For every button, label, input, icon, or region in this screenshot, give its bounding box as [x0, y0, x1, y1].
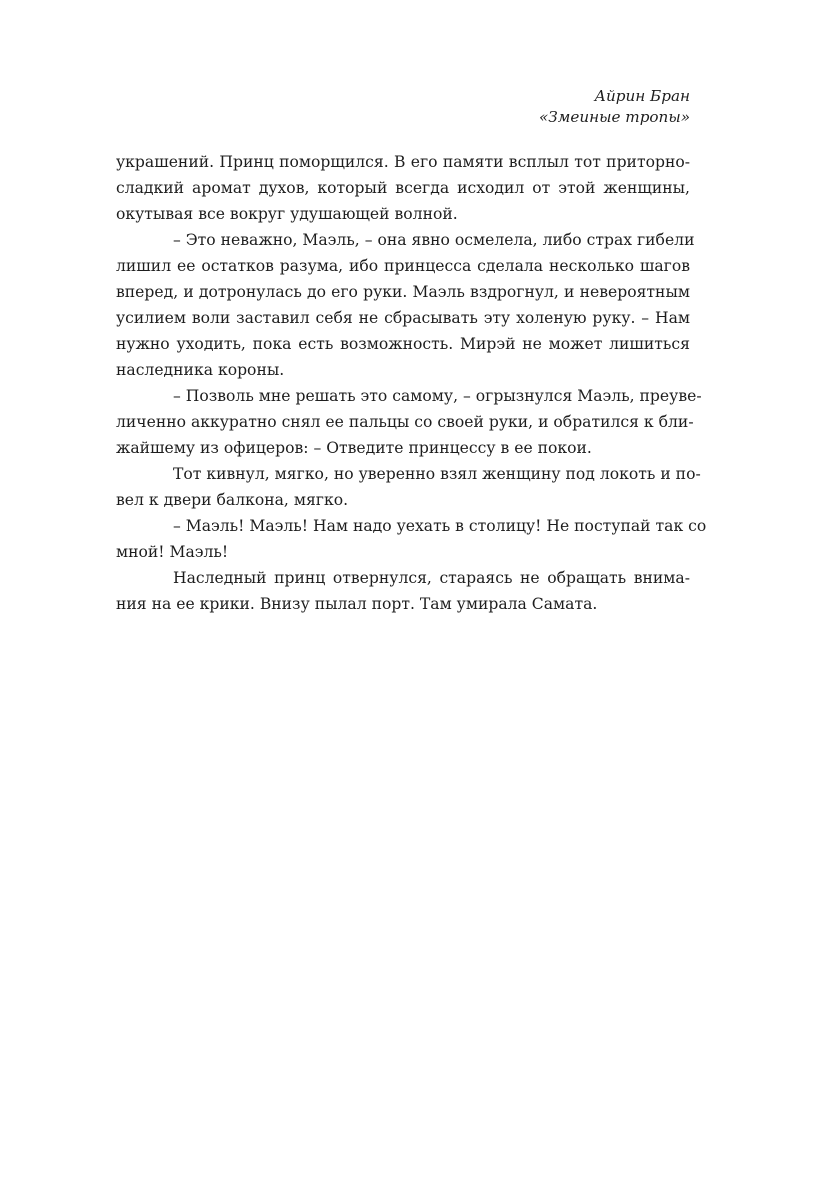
text-line: – Позволь мне решать это самому, – огрызнулся Маэль, преуве- [173, 387, 702, 405]
text-line: – Это неважно, Маэль, – она явно осмелела, либо страх гибели [173, 231, 695, 249]
author-name: Айрин Бран [594, 87, 690, 105]
text-line: украшений. Принц поморщился. В его памяти всплыл тот приторно- [116, 153, 690, 171]
text-line: личенно аккуратно снял ее пальцы со своей руки, и обратился к бли- [116, 413, 694, 431]
running-header [539, 86, 690, 128]
text-line: жайшему из офицеров: – Отведите принцессу в ее покои. [116, 439, 592, 457]
text-line: лишил ее остатков разума, ибо принцесса сделала несколько шагов [116, 257, 690, 275]
text-line: мной! Маэль! [116, 543, 229, 561]
text-line: сладкий аромат духов, который всегда исходил от этой женщины, [116, 179, 690, 197]
book-title: «Змеиные тропы» [538, 108, 690, 126]
text-line: Наследный принц отвернулся, стараясь не обращать внима- [173, 569, 690, 587]
text-line: ния на ее крики. Внизу пылал порт. Там умирала Самата. [116, 595, 598, 613]
text-line: нужно уходить, пока есть возможность. Мирэй не может лишиться [116, 335, 690, 353]
text-line: вел к двери балкона, мягко. [116, 491, 349, 509]
text-line: – Маэль! Маэль! Нам надо уехать в столицу! Не поступай так со [173, 517, 707, 535]
text-line: усилием воли заставил себя не сбрасывать эту холеную руку. – Нам [116, 309, 690, 327]
text-line: окутывая все вокруг удушающей волной. [116, 205, 458, 223]
text-line: Тот кивнул, мягко, но уверенно взял женщину под локоть и по- [173, 465, 701, 483]
body-text [116, 149, 707, 617]
text-line: наследника короны. [116, 361, 285, 379]
text-line: вперед, и дотронулась до его руки. Маэль вздрогнул, и невероятным [116, 283, 690, 301]
